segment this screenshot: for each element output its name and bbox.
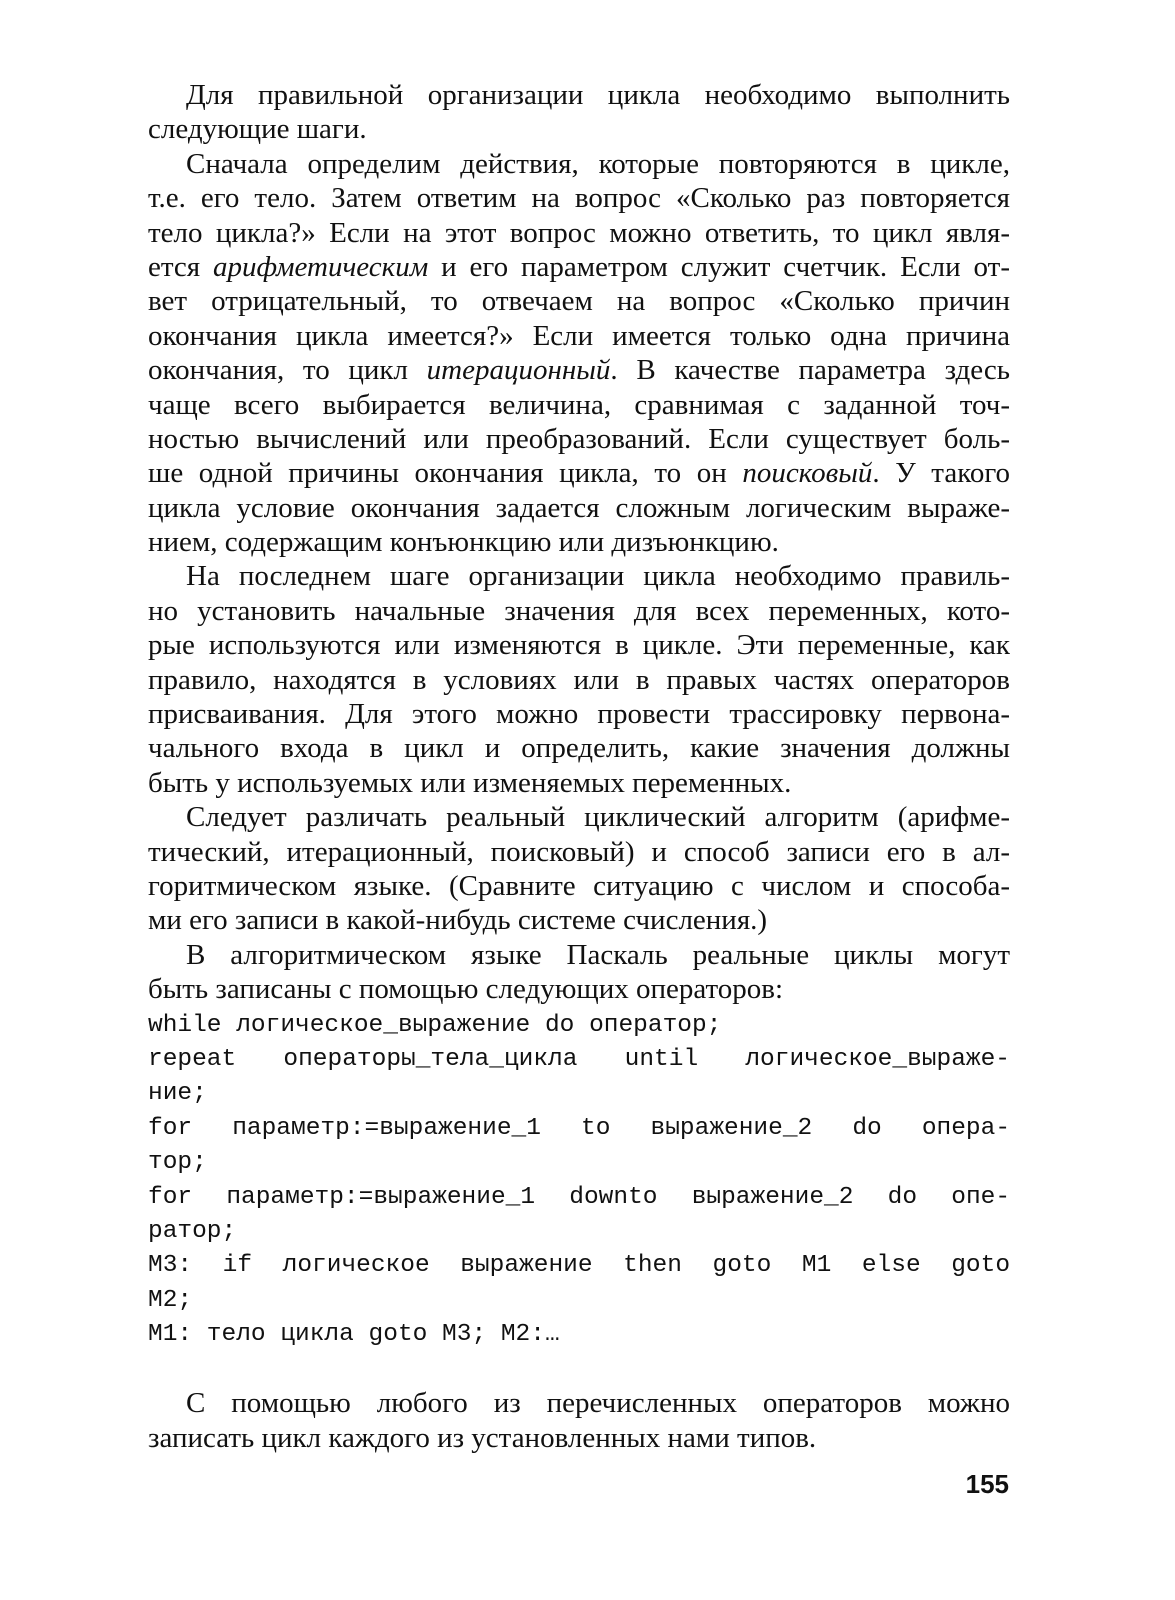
- text-line: [148, 422, 1010, 456]
- text-run: чаще всего выбирается величина, сравнимая с заданной точ-: [148, 388, 1010, 421]
- text-run: Для правильной организации цикла необходимо выполнить: [186, 79, 1010, 111]
- text-run: В алгоритмическом языке Паскаль реальные циклы могут: [186, 938, 1010, 971]
- text-line: [148, 628, 1010, 662]
- text-run: ше одной причины окончания цикла, то он: [148, 457, 743, 490]
- code-line: M1: тело цикла goto M3; M2:…: [148, 1321, 560, 1349]
- code-line: M2;: [148, 1286, 193, 1314]
- text-run: . В качестве параметра здесь: [610, 354, 1010, 387]
- text-run: ми его записи в какой-нибудь системе счисления.): [148, 904, 768, 937]
- code-line: for параметр:=выражение_1 downto выражение_2 do опе-: [148, 1183, 1011, 1211]
- text-run: ется: [148, 250, 214, 283]
- text-run: рые используются или изменяются в цикле. Эти переменные, как: [148, 629, 1010, 662]
- text-run: следующие шаги.: [148, 113, 367, 146]
- paragraph: [148, 800, 1010, 938]
- italic-term: итерационный: [426, 354, 611, 387]
- italic-term: поисковый: [742, 457, 873, 490]
- paragraph: [148, 78, 1010, 147]
- text-line: [148, 594, 1010, 628]
- text-line: записать цикл каждого из установленных нами типов.: [148, 1421, 817, 1454]
- text-run: окончания цикла имеется?» Если имеется только одна причина: [148, 319, 1010, 352]
- text-line: [148, 112, 1010, 146]
- text-line: [148, 216, 1010, 250]
- text-run: . У такого: [872, 457, 1010, 490]
- italic-term: арифметическим: [213, 250, 429, 283]
- text-line: [148, 250, 1010, 284]
- text-line: [148, 525, 1010, 559]
- text-run: Следует различать реальный циклический алгоритм (арифме-: [186, 801, 1010, 834]
- text-run: правило, находятся в условиях или в правых частях операторов: [148, 663, 1010, 696]
- text-line: [148, 766, 1010, 800]
- code-line: M3: if логическое выражение then goto M1 else goto: [148, 1252, 1011, 1280]
- body-text: [148, 78, 1010, 1455]
- text-line: [148, 903, 1010, 937]
- text-run: быть у используемых или изменяемых переменных.: [148, 766, 792, 799]
- text-run: и его параметром служит счетчик. Если от-: [428, 250, 1010, 283]
- paragraph: [148, 938, 1010, 1007]
- text-line: [148, 181, 1010, 215]
- text-line: [148, 972, 1010, 1006]
- code-line: ратор;: [148, 1217, 237, 1245]
- text-run: тический, итерационный, поисковый) и способ записи его в ал-: [148, 835, 1010, 868]
- text-line: [148, 147, 1010, 181]
- text-line: [148, 800, 1010, 834]
- text-run: присваивания. Для этого можно провести трассировку первона-: [148, 698, 1010, 731]
- text-line: [148, 697, 1010, 731]
- text-line: [148, 456, 1010, 490]
- code-listing: [148, 1009, 1010, 1353]
- text-run: цикла условие окончания задается сложным логическим выраже-: [148, 491, 1010, 524]
- text-line: [148, 731, 1010, 765]
- text-run: горитмическом языке. (Сравните ситуацию с числом и способа-: [148, 869, 1010, 902]
- text-line: [148, 835, 1010, 869]
- code-line: repeat операторы_тела_цикла until логическое_выраже-: [148, 1045, 1011, 1073]
- spacer: [148, 1352, 1010, 1386]
- text-line: [148, 284, 1010, 318]
- text-run: быть записаны с помощью следующих операторов:: [148, 973, 784, 1006]
- code-line: while логическое_выражение do оператор;: [148, 1011, 722, 1039]
- text-run: вет отрицательный, то отвечаем на вопрос «Сколько причин: [148, 285, 1010, 318]
- paragraph: [148, 559, 1010, 800]
- text-run: ностью вычислений или преобразований. Если существует боль-: [148, 422, 1010, 455]
- page-number: 155: [965, 1469, 1009, 1499]
- text-line: [148, 319, 1010, 353]
- text-line: [148, 663, 1010, 697]
- text-line: [148, 869, 1010, 903]
- text-line: [148, 353, 1010, 387]
- paragraph: [148, 147, 1010, 560]
- text-run: Сначала определим действия, которые повторяются в цикле,: [186, 147, 1010, 180]
- text-run: нием, содержащим конъюнкцию или дизъюнкцию.: [148, 526, 779, 559]
- code-line: for параметр:=выражение_1 to выражение_2 do опера-: [148, 1114, 1011, 1142]
- text-run: но установить начальные значения для всех переменных, кото-: [148, 594, 1010, 627]
- closing-paragraph: [148, 1386, 1010, 1455]
- text-line: [148, 559, 1010, 593]
- text-run: чального входа в цикл и определить, какие значения должны: [148, 732, 1010, 765]
- text-line: [148, 938, 1010, 972]
- text-line: [148, 78, 1010, 112]
- paragraphs: [148, 78, 1010, 1007]
- text-run: тело цикла?» Если на этот вопрос можно ответить, то цикл явля-: [148, 216, 1010, 249]
- text-run: На последнем шаге организации цикла необходимо правиль-: [186, 560, 1010, 593]
- text-line: С помощью любого из перечисленных операторов можно: [186, 1387, 1010, 1420]
- text-run: окончания, то цикл: [148, 354, 427, 387]
- code-line: ние;: [148, 1080, 207, 1108]
- text-run: т.е. его тело. Затем ответим на вопрос «Сколько раз повторяется: [148, 182, 1010, 215]
- code-line: тор;: [148, 1149, 207, 1177]
- text-line: [148, 491, 1010, 525]
- text-line: [148, 388, 1010, 422]
